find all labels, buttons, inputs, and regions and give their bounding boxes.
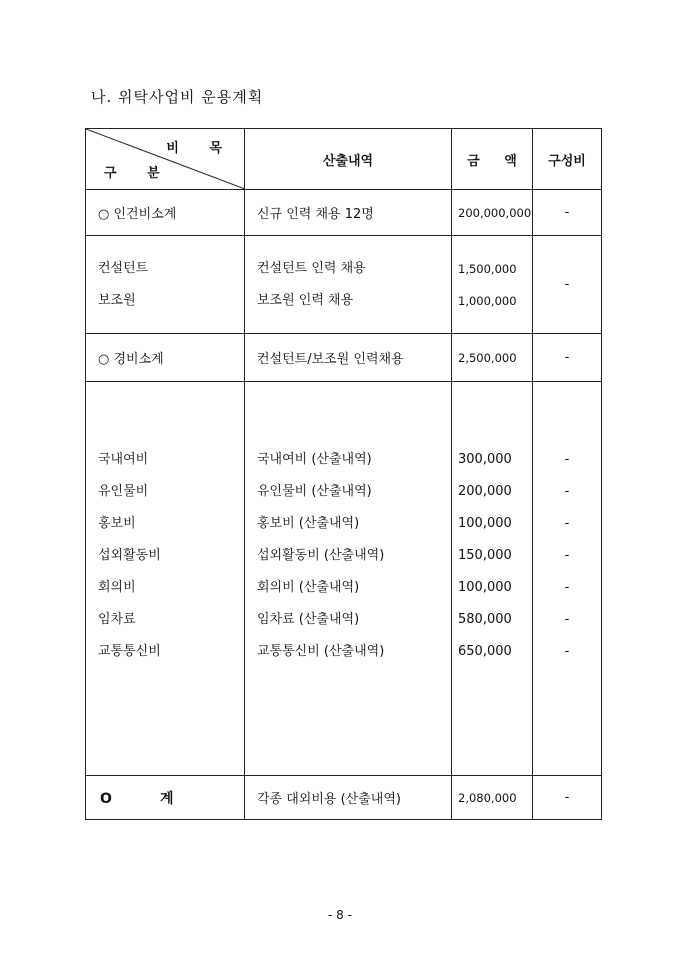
list-item: 컨설턴트 — [98, 260, 149, 276]
personnel-items-row — [86, 236, 602, 334]
list-item: 회의비 — [98, 580, 136, 595]
expense-subtotal-amount: 2,500,000 — [452, 334, 533, 382]
list-item: 200,000 — [458, 484, 512, 499]
list-item: 회의비 (산출내역) — [257, 580, 360, 595]
personnel-subtotal-amount: 200,000,000 — [452, 190, 533, 236]
personnel-subtotal-row — [86, 190, 602, 236]
diagonal-header-cell — [86, 129, 245, 190]
list-item: - — [564, 452, 570, 467]
header-amount: 금 액 — [452, 129, 533, 190]
personnel-items-labels — [86, 236, 245, 334]
personnel-subtotal-label: ○ 인건비소계 — [86, 190, 245, 236]
expense-items-labels — [86, 382, 245, 776]
list-item: 150,000 — [458, 548, 512, 563]
list-item: 100,000 — [458, 580, 512, 595]
list-item: 홍보비 — [98, 516, 136, 531]
list-item: - — [564, 548, 570, 563]
expense-items-row — [86, 382, 602, 776]
list-item: 컨설턴트 인력 채용 — [257, 260, 366, 276]
total-amount: 2,080,000 — [452, 776, 533, 820]
expense-subtotal-detail: 컨설턴트/보조원 인력채용 — [245, 334, 452, 382]
list-item: - — [564, 644, 570, 659]
list-item: 섭외활동비 — [98, 548, 161, 563]
header-detail: 산출내역 — [245, 129, 452, 190]
list-item: 교통통신비 — [98, 644, 161, 659]
total-detail: 각종 대외비용 (산출내역) — [245, 776, 452, 820]
personnel-items-amounts — [452, 236, 533, 334]
personnel-items-ratio: - — [533, 236, 602, 334]
list-item: 교통통신비 (산출내역) — [257, 644, 385, 659]
list-item: - — [564, 484, 570, 499]
list-item: 보조원 인력 채용 — [257, 292, 354, 308]
personnel-subtotal-detail: 신규 인력 채용 12명 — [245, 190, 452, 236]
list-item: 1,500,000 — [458, 261, 517, 276]
list-item: - — [564, 612, 570, 627]
diag-bottom-label: 구 분 — [104, 166, 160, 181]
list-item: 300,000 — [458, 452, 512, 467]
list-item: 섭외활동비 (산출내역) — [257, 548, 385, 563]
list-item: - — [564, 580, 570, 595]
list-item: 650,000 — [458, 644, 512, 659]
expense-subtotal-label: ○ 경비소계 — [86, 334, 245, 382]
personnel-items-details — [245, 236, 452, 334]
list-item: 국내여비 — [98, 452, 149, 467]
header-ratio: 구성비 — [533, 129, 602, 190]
list-item: 1,000,000 — [458, 293, 517, 308]
list-item: 임차료 (산출내역) — [257, 612, 360, 627]
list-item: 보조원 — [98, 292, 136, 308]
list-item: 국내여비 (산출내역) — [257, 452, 372, 467]
list-item: 유인물비 — [98, 484, 149, 499]
list-item: 100,000 — [458, 516, 512, 531]
expense-items-amounts — [452, 382, 533, 776]
diag-top-label: 비 목 — [166, 141, 222, 156]
page-number: - 8 - — [328, 908, 352, 922]
total-label-b: 계 — [160, 790, 174, 807]
list-item: - — [564, 516, 570, 531]
list-item: 홍보비 (산출내역) — [257, 516, 360, 531]
personnel-subtotal-ratio: - — [533, 190, 602, 236]
expense-items-details — [245, 382, 452, 776]
section-title: 나. 위탁사업비 운용계획 — [91, 88, 264, 106]
total-label — [86, 776, 245, 820]
list-item: 유인물비 (산출내역) — [257, 484, 372, 499]
total-row — [86, 776, 602, 820]
expense-items-ratios — [533, 382, 602, 776]
list-item: 580,000 — [458, 612, 512, 627]
expense-subtotal-row — [86, 334, 602, 382]
total-label-a: O — [100, 790, 112, 807]
total-ratio: - — [533, 776, 602, 820]
budget-table — [85, 128, 602, 820]
table-header-row — [86, 129, 602, 190]
list-item: 임차료 — [98, 612, 136, 627]
expense-subtotal-ratio: - — [533, 334, 602, 382]
